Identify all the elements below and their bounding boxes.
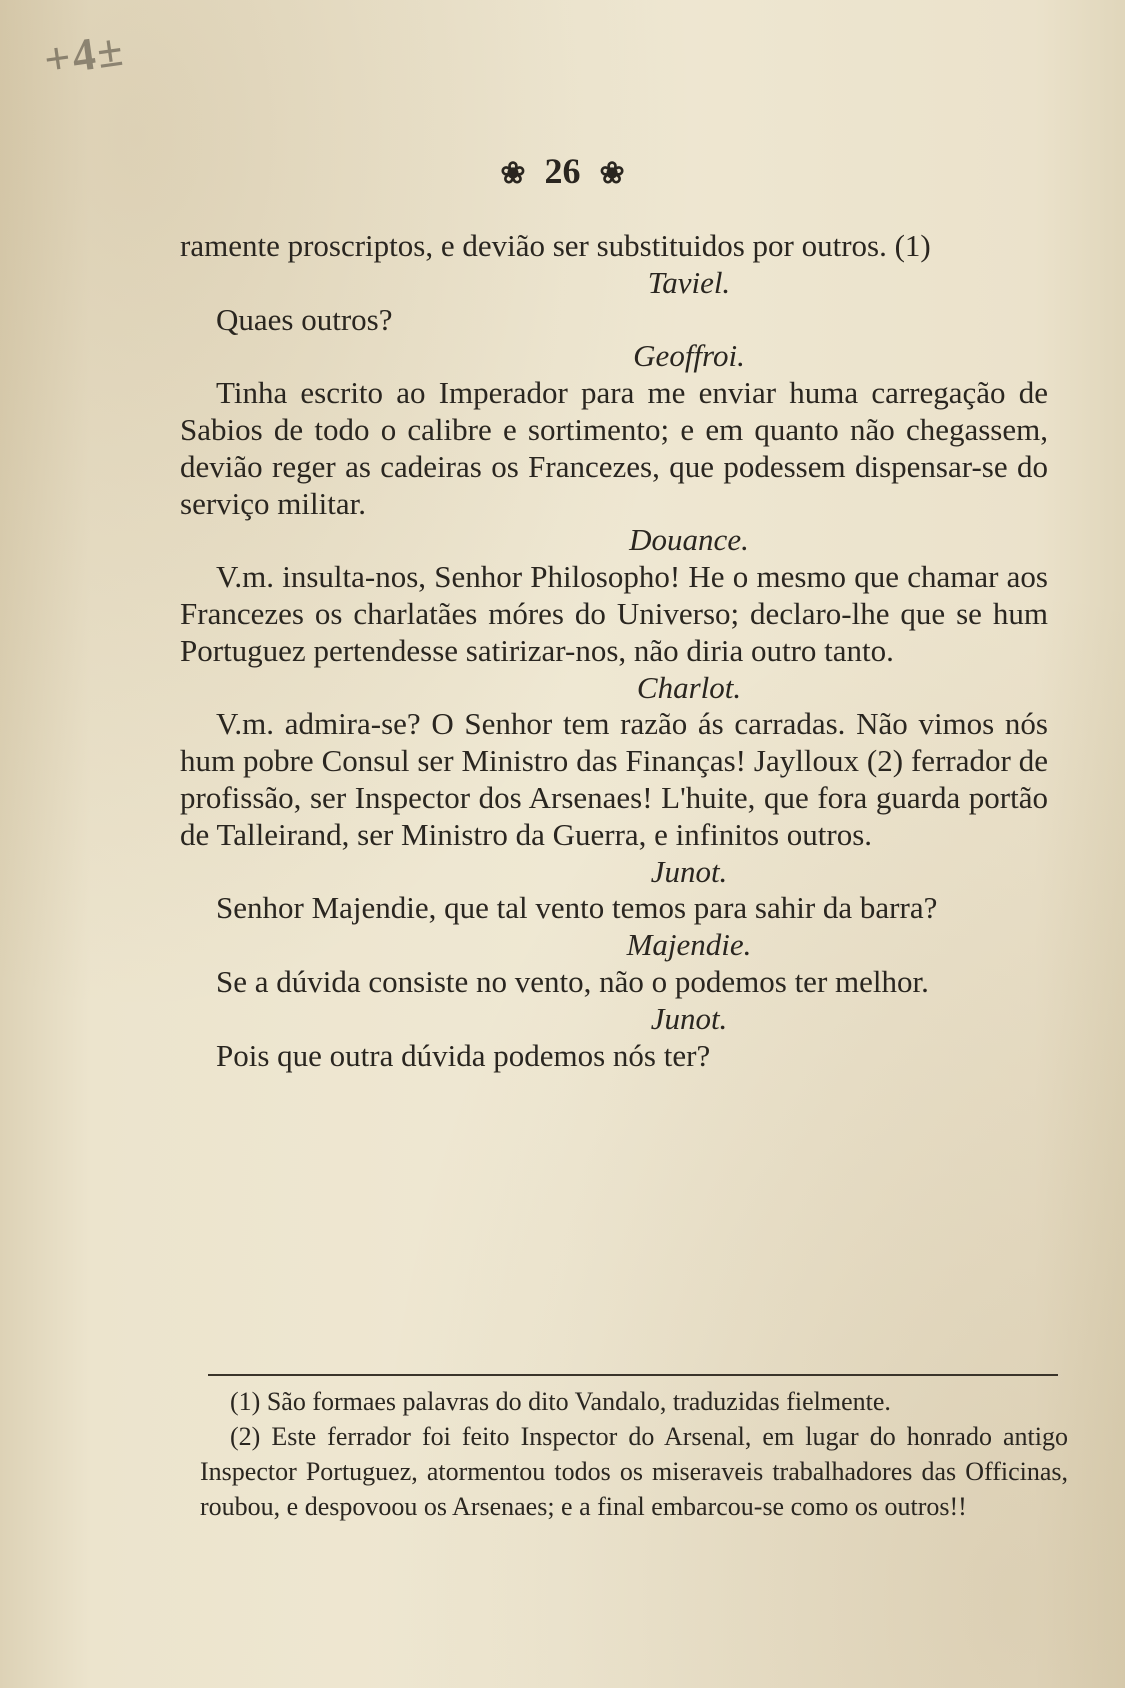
footnotes [200, 1384, 1068, 1524]
speaker-junot-2: Junot. [650, 1000, 728, 1036]
footnote-divider [208, 1374, 1058, 1376]
ornament-left-icon: ❀ [500, 157, 526, 190]
paragraph-7: Se a dúvida consiste no vento, não o podemos ter melhor. [216, 963, 929, 999]
paragraph-4: V.m. insulta-nos, Senhor Philosopho! He o mesmo que chamar aos Francezes os charlatães móres do Universo; declaro-lhe que se hum Portuguez pertendesse satirizar-nos, não diria outro tanto. [180, 559, 1048, 668]
handwritten-page-mark: +4± [40, 23, 128, 86]
speaker-junot-1: Junot. [650, 853, 728, 889]
paragraph-8: Pois que outra dúvida podemos nós ter? [216, 1037, 711, 1073]
ornament-right-icon: ❀ [599, 157, 625, 190]
speaker-geoffroi: Geoffroi. [633, 338, 745, 374]
paragraph-6: Senhor Majendie, que tal vento temos para sahir da barra? [216, 890, 938, 926]
page-header [0, 150, 1125, 192]
paragraph-1: ramente proscriptos, e devião ser substituidos por outros. (1) [180, 228, 931, 263]
footnote-1: (1) São formaes palavras do dito Vandalo, traduzidas fielmente. [230, 1387, 891, 1416]
paragraph-5: V.m. admira-se? O Senhor tem razão ás carradas. Não vimos nós hum pobre Consul ser Ministro das Finanças! Jaylloux (2) ferrador de profissão, ser Inspector dos Arsenaes! L'huite, que fora guarda portão de Talleirand, ser Ministro da Guerra, e infinitos outros. [180, 706, 1048, 852]
page-number: 26 [544, 151, 581, 191]
speaker-douance: Douance. [629, 522, 749, 558]
paragraph-3: Tinha escrito ao Imperador para me enviar huma carregação de Sabios de todo o calibre e sortimento; e em quanto não chegassem, devião reger as cadeiras os Francezes, que podessem dispensar-se do serviço militar. [180, 375, 1048, 521]
speaker-charlot: Charlot. [636, 669, 742, 705]
main-text [180, 228, 1048, 1074]
speaker-taviel: Taviel. [647, 264, 731, 300]
footnote-2: (2) Este ferrador foi feito Inspector do Arsenal, em lugar do honrado antigo Inspector Portuguez, atormentou todos os miseraveis trabalhadores das Officinas, roubou, e despovoou os Arsenaes; e a final embarcou-se como os outros!! [200, 1422, 1068, 1521]
speaker-majendie: Majendie. [626, 927, 752, 963]
paragraph-2: Quaes outros? [216, 301, 393, 337]
